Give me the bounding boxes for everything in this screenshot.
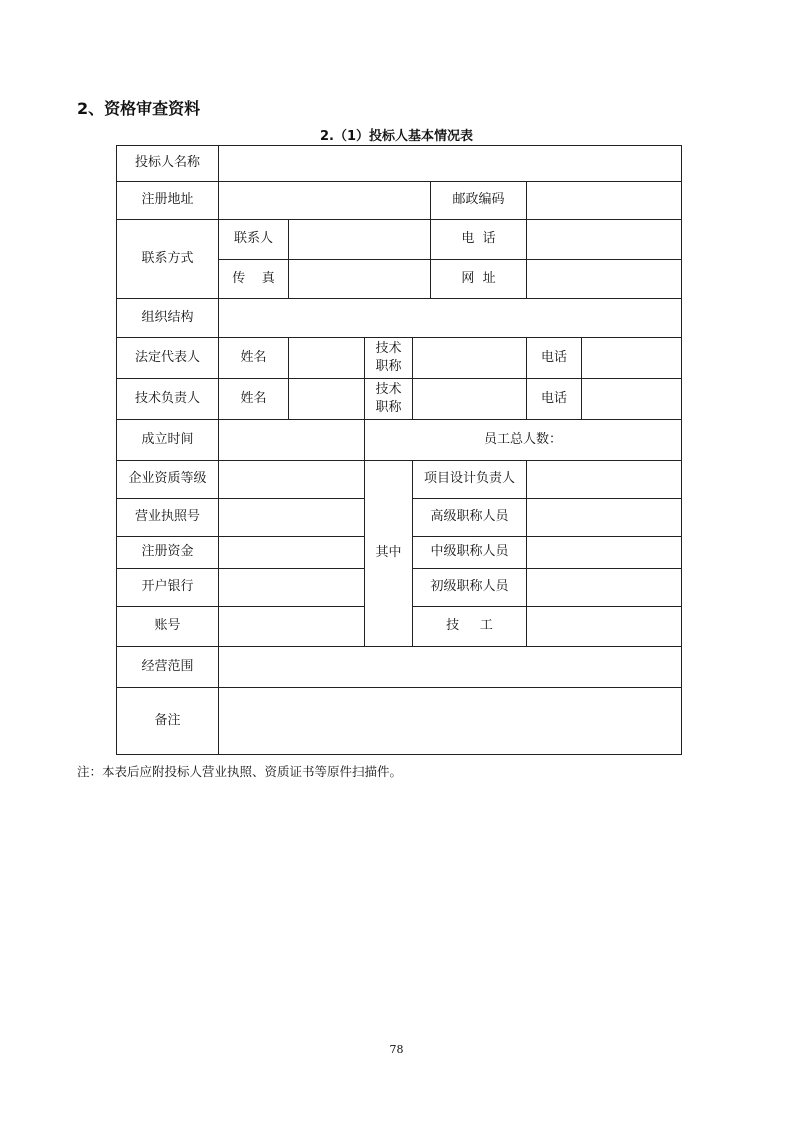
bidder-name-field[interactable] (219, 146, 682, 182)
registered-capital-field[interactable] (219, 537, 365, 569)
legal-rep-label: 法定代表人 (117, 338, 219, 379)
tech-lead-phone-label: 电话 (527, 379, 582, 420)
business-scope-field[interactable] (219, 647, 682, 688)
registered-capital-label: 注册资金 (117, 537, 219, 569)
table-row (117, 688, 682, 755)
fax-field[interactable] (289, 260, 431, 299)
tech-title-line2: 职称 (375, 400, 402, 415)
table-row (117, 461, 682, 499)
tech-lead-title-label (365, 379, 413, 420)
legal-rep-title-field[interactable] (413, 338, 527, 379)
tech-lead-label: 技术负责人 (117, 379, 219, 420)
technician-label: 技 工 (413, 607, 527, 647)
contact-method-label: 联系方式 (117, 220, 219, 299)
table-row (117, 647, 682, 688)
established-label: 成立时间 (117, 420, 219, 461)
legal-rep-title-label (365, 338, 413, 379)
phone-field[interactable] (527, 220, 682, 260)
table-row (117, 182, 682, 220)
tech-lead-name-label: 姓名 (219, 379, 289, 420)
phone-label: 电 话 (431, 220, 527, 260)
legal-rep-name-field[interactable] (289, 338, 365, 379)
table-row (117, 379, 682, 420)
mid-title-staff-label: 中级职称人员 (413, 537, 527, 569)
of-which-label: 其中 (365, 461, 413, 647)
section-heading: 2、资格审查资料 (77, 99, 201, 118)
page-number: 78 (389, 1043, 404, 1056)
website-label: 网 址 (431, 260, 527, 299)
contact-person-field[interactable] (289, 220, 431, 260)
senior-title-staff-label: 高级职称人员 (413, 499, 527, 537)
registered-address-field[interactable] (219, 182, 431, 220)
legal-rep-phone-field[interactable] (582, 338, 682, 379)
footnote: 注：本表后应附投标人营业执照、资质证书等原件扫描件。 (77, 764, 403, 779)
bank-label: 开户银行 (117, 569, 219, 607)
legal-rep-name-label: 姓名 (219, 338, 289, 379)
business-license-field[interactable] (219, 499, 365, 537)
qualification-grade-label: 企业资质等级 (117, 461, 219, 499)
bidder-info-table (116, 145, 682, 755)
contact-person-label: 联系人 (219, 220, 289, 260)
tech-lead-name-field[interactable] (289, 379, 365, 420)
junior-title-staff-field[interactable] (527, 569, 682, 607)
registered-address-label: 注册地址 (117, 182, 219, 220)
org-structure-label: 组织结构 (117, 299, 219, 338)
tech-title-line1: 技术 (375, 340, 402, 356)
business-scope-label: 经营范围 (117, 647, 219, 688)
remarks-label: 备注 (117, 688, 219, 755)
project-design-lead-field[interactable] (527, 461, 682, 499)
account-no-label: 账号 (117, 607, 219, 647)
technician-field[interactable] (527, 607, 682, 647)
website-field[interactable] (527, 260, 682, 299)
junior-title-staff-label: 初级职称人员 (413, 569, 527, 607)
postal-code-field[interactable] (527, 182, 682, 220)
bank-field[interactable] (219, 569, 365, 607)
mid-title-staff-field[interactable] (527, 537, 682, 569)
tech-title-line2: 职称 (375, 359, 402, 374)
table-row (117, 420, 682, 461)
table-row (117, 146, 682, 182)
tech-lead-title-field[interactable] (413, 379, 527, 420)
tech-lead-phone-field[interactable] (582, 379, 682, 420)
postal-code-label: 邮政编码 (431, 182, 527, 220)
fax-label: 传 真 (219, 260, 289, 299)
legal-rep-phone-label: 电话 (527, 338, 582, 379)
established-field[interactable] (219, 420, 365, 461)
table-row (117, 299, 682, 338)
account-no-field[interactable] (219, 607, 365, 647)
qualification-grade-field[interactable] (219, 461, 365, 499)
senior-title-staff-field[interactable] (527, 499, 682, 537)
table-row (117, 220, 682, 260)
table-title: 2.（1）投标人基本情况表 (319, 129, 474, 144)
bidder-name-label: 投标人名称 (117, 146, 219, 182)
business-license-label: 营业执照号 (117, 499, 219, 537)
org-structure-field[interactable] (219, 299, 682, 338)
project-design-lead-label: 项目设计负责人 (413, 461, 527, 499)
remarks-field[interactable] (219, 688, 682, 755)
tech-title-line1: 技术 (375, 381, 402, 397)
total-staff-label[interactable]: 员工总人数： (365, 420, 682, 461)
table-row (117, 338, 682, 379)
